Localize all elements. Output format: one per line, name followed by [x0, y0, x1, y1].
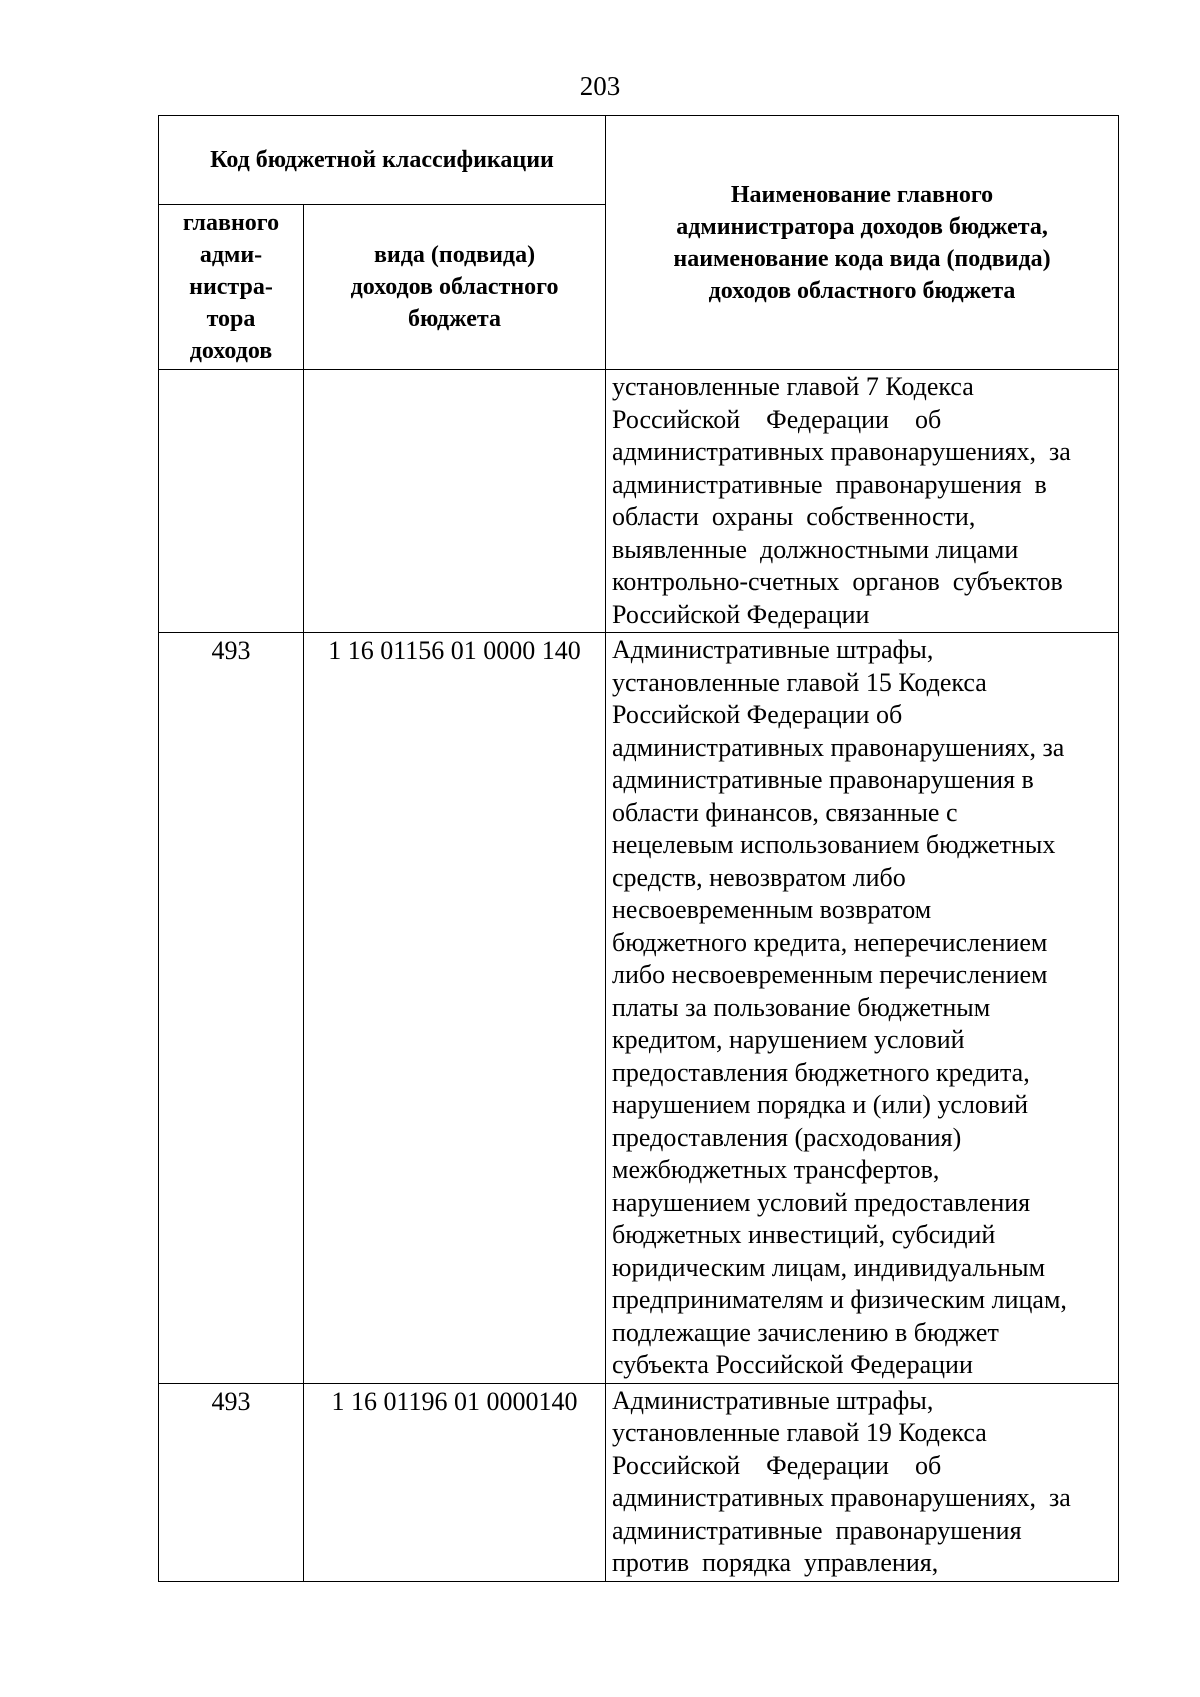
description-line: бюджетных инвестиций, субсидий	[612, 1220, 996, 1249]
header-admin-line: главного	[182, 210, 280, 236]
description-cell	[606, 370, 1119, 633]
description-line: бюджетного кредита, неперечислением	[612, 927, 1048, 957]
header-name-line: наименование кода вида (подвида)	[673, 245, 1051, 272]
description-line: административных правонарушениях, за	[612, 732, 1065, 762]
table-row	[159, 1383, 1119, 1581]
description-line: Административные штрафы,	[612, 635, 934, 664]
description-line: административные правонарушения	[612, 1515, 1022, 1545]
description-line: нецелевым использованием бюджетных	[612, 830, 1056, 859]
description-line: нарушением порядка и (или) условий	[612, 1090, 1029, 1119]
description-line: административные правонарушения в	[612, 469, 1047, 499]
header-admin-line: тора	[206, 306, 256, 332]
header-admin-column	[159, 205, 304, 370]
table-row	[159, 370, 1119, 633]
description-line: установленные главой 7 Кодекса	[612, 372, 974, 401]
description-line: либо несвоевременным перечислением	[612, 960, 1048, 989]
description-cell	[606, 633, 1119, 1384]
description-line: установленные главой 15 Кодекса	[612, 667, 987, 697]
description-line: административных правонарушениях, за	[612, 437, 1071, 466]
description-line: Российской Федерации об	[612, 404, 942, 434]
description-line: кредитом, нарушением условий	[612, 1025, 965, 1054]
header-code-column	[304, 205, 606, 370]
header-admin-line: доходов	[189, 338, 273, 364]
income-code-cell: 1 16 01196 01 0000140	[304, 1383, 606, 1581]
header-code-line: доходов областного	[350, 274, 559, 300]
description-line: предоставления (расходования)	[612, 1122, 962, 1152]
header-name-column	[606, 116, 1119, 370]
budget-classification-table	[158, 115, 1119, 1582]
description-line: контрольно-счетных органов субъектов	[612, 567, 1063, 596]
description-line: предоставления бюджетного кредита,	[612, 1057, 1030, 1087]
description-line: установленные главой 19 Кодекса	[612, 1418, 987, 1447]
description-line: несвоевременным возвратом	[612, 895, 932, 924]
header-code-group: Код бюджетной классификации	[159, 116, 606, 205]
description-cell	[606, 1383, 1119, 1581]
header-code-line: вида (подвида)	[373, 242, 536, 268]
table-header-row-1	[159, 116, 1119, 205]
admin-code-cell	[159, 370, 304, 633]
description-line: средств, невозвратом либо	[612, 862, 906, 892]
description-line: предпринимателям и физическим лицам,	[612, 1285, 1067, 1314]
description-line: юридическим лицам, индивидуальным	[612, 1252, 1046, 1282]
description-line: платы за пользование бюджетным	[612, 992, 991, 1022]
header-code-line: бюджета	[408, 306, 501, 332]
description-line: субъекта Российской Федерации	[612, 1350, 973, 1379]
description-line: выявленные должностными лицами	[612, 534, 1019, 564]
income-code-cell: 1 16 01156 01 0000 140	[304, 633, 606, 1384]
description-line: подлежащие зачислению в бюджет	[612, 1317, 999, 1347]
description-line: нарушением условий предоставления	[612, 1187, 1031, 1217]
header-admin-line: нистра-	[189, 274, 273, 300]
table-row	[159, 633, 1119, 1384]
admin-code-cell: 493	[159, 633, 304, 1384]
header-admin-line: адми-	[199, 242, 263, 268]
description-line: Российской Федерации об	[612, 1450, 942, 1480]
header-name-line: Наименование главного	[730, 181, 994, 208]
header-name-line: администратора доходов бюджета,	[676, 213, 1048, 240]
description-line: Российской Федерации об	[612, 700, 903, 729]
admin-code-cell: 493	[159, 1383, 304, 1581]
page-number: 203	[579, 71, 621, 101]
description-line: межбюджетных трансфертов,	[612, 1155, 940, 1184]
description-line: административных правонарушениях, за	[612, 1483, 1071, 1512]
description-line: Административные штрафы,	[612, 1385, 934, 1415]
description-line: Российской Федерации	[612, 599, 870, 629]
description-line: административные правонарушения в	[612, 765, 1034, 794]
description-line: области охраны собственности,	[612, 502, 976, 531]
description-line: против порядка управления,	[612, 1548, 939, 1577]
income-code-cell	[304, 370, 606, 633]
description-line: области финансов, связанные с	[612, 797, 958, 827]
header-name-line: доходов областного бюджета	[708, 277, 1016, 304]
